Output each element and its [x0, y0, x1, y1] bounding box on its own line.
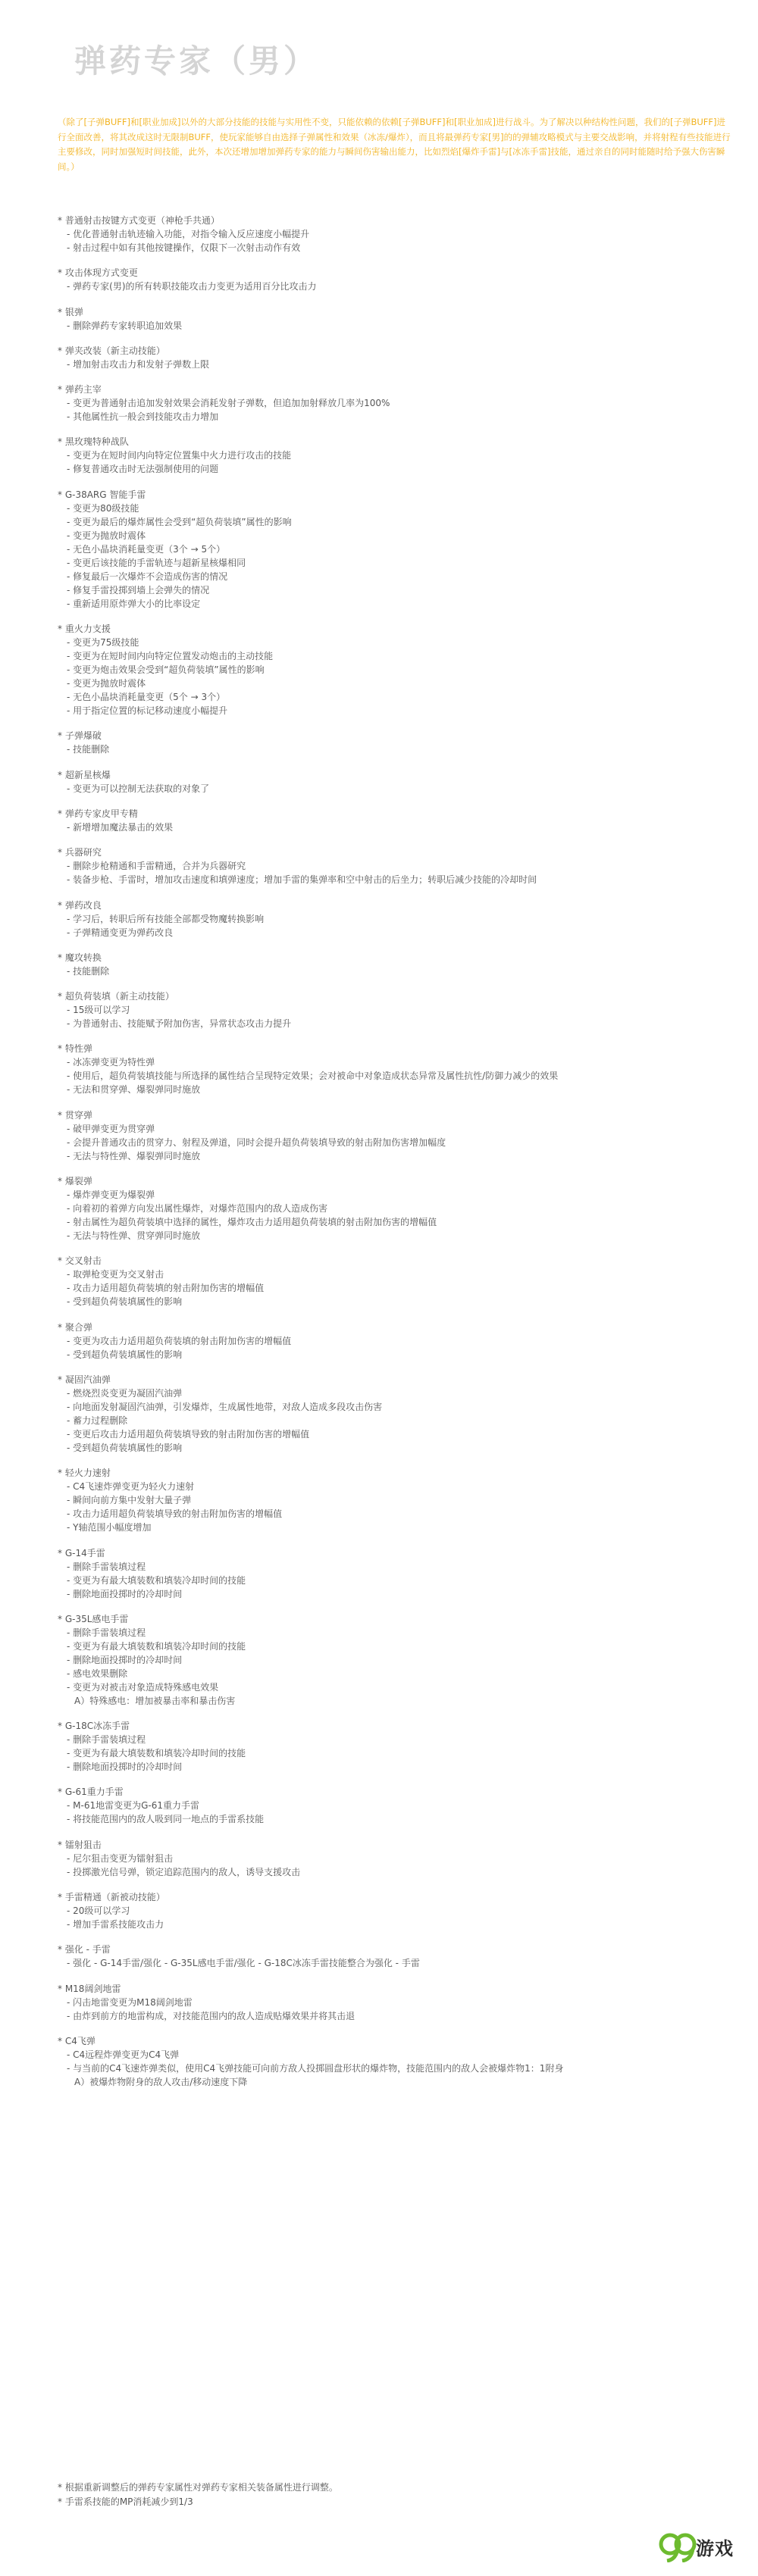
patch-section [58, 1174, 740, 1243]
section-line: - 15级可以学习 [67, 1005, 130, 1016]
section-line: - 变更为炮击效果会受到“超负荷装填”属性的影响 [67, 664, 265, 676]
section-title: * 贯穿弹 [58, 1109, 92, 1121]
patch-section [58, 1943, 740, 1970]
patch-section [58, 1373, 740, 1455]
section-line: - 会提升普通攻击的贯穿力、射程及弹道，同时会提升超负荷装填导致的射击附加伤害增加幅度 [67, 1136, 446, 1148]
section-line: - Y轴范围小幅度增加 [67, 1522, 152, 1533]
patch-section [58, 768, 740, 796]
section-title: * G-38ARG 智能手雷 [58, 489, 146, 500]
logo-text: 游戏 [696, 2538, 734, 2559]
section-title: * 弹药专家皮甲专精 [58, 808, 138, 819]
section-line: - 破甲弹变更为贯穿弹 [67, 1123, 155, 1134]
section-line: - 学习后，转职后所有技能全部都受物魔转换影响 [67, 913, 265, 924]
patch-section [58, 807, 740, 834]
section-title: * 手雷精通（新被动技能） [58, 1892, 165, 1903]
section-line: - 用于指定位置的标记移动速度小幅提升 [67, 705, 228, 717]
section-line: - 变更为抛放时震体 [67, 530, 146, 541]
section-line: - 冰冻弹变更为特性弹 [67, 1057, 155, 1068]
section-line: - 攻击力适用超负荷装填导致的射击附加伤害的增幅值 [67, 1508, 283, 1520]
section-line: - 变更为可以控制无法获取的对象了 [67, 783, 210, 794]
section-line: - 20级可以学习 [67, 1905, 130, 1917]
patch-section [58, 305, 740, 333]
section-line: - 向地面发射凝固汽油弹，引发爆炸，生成属性地带，对敌人造成多段攻击伤害 [67, 1401, 383, 1412]
patch-section [58, 1546, 740, 1601]
section-line: - 变更后攻击力适用超负荷装填导致的射击附加伤害的增幅值 [67, 1428, 310, 1440]
section-title: * 超新星核爆 [58, 769, 111, 780]
section-line: - 受到超负荷装填属性的影响 [67, 1349, 183, 1360]
patch-section [58, 1612, 740, 1708]
section-title: * 轻火力速射 [58, 1468, 111, 1479]
section-line: - 技能删除 [67, 965, 110, 977]
section-line: - 无法与特性弹、爆裂弹同时施放 [67, 1150, 201, 1161]
section-title: * 镭射狙击 [58, 1839, 102, 1850]
section-line: A）特殊感电：增加被暴击率和暴击伤害 [74, 1695, 236, 1706]
section-line: - 将技能范围内的敌人吸到同一地点的手雷系技能 [67, 1814, 265, 1825]
section-line: - 感电效果删除 [67, 1668, 128, 1679]
section-line: - 删除地面投掷时的冷却时间 [67, 1762, 183, 1773]
section-line: - 变更为在短时间内向特定位置发动炮击的主动技能 [67, 651, 274, 662]
patch-section [58, 1254, 740, 1308]
section-title: * 弹药改良 [58, 899, 102, 911]
section-title: * 强化 - 手雷 [58, 1944, 111, 1955]
section-line: - 变更为75级技能 [67, 637, 139, 649]
section-line: - 修复最后一次爆炸不会造成伤害的情况 [67, 571, 228, 582]
section-line: - 删除步枪精通和手雷精通，合并为兵器研究 [67, 861, 246, 872]
section-title: * C4飞弹 [58, 2035, 96, 2046]
section-title: * 交叉射击 [58, 1255, 102, 1267]
patch-section [58, 846, 740, 886]
footer-notes [58, 2481, 725, 2509]
section-line: - 变更为最后的爆炸属性会受到“超负荷装填”属性的影响 [67, 516, 292, 527]
section-line: - 变更为对被击对象造成特殊感电效果 [67, 1681, 219, 1693]
site-logo[interactable] [658, 2529, 749, 2562]
section-title: * 重火力支援 [58, 624, 111, 635]
section-line: - 增加射击攻击力和发射子弹数上限 [67, 358, 210, 370]
intro-paragraph: （除了[子弹BUFF]和[职业加成]以外的大部分技能的技能与实用性不变，只能依赖的依赖[子弹BUFF]和[职业加成]进行战斗。为了解决以种结构性问题，我们的[子弹BUFF]进行全面改善，将其改成这时无限制BUFF，使玩家能够自由选择子弹属性和效果（冰冻/爆炸），而且将最弹药专家[男]的的弹辅攻略模式与主要交战影响，并将射程有些技能进行主要修改，同时加强短时间技能，此外，本次还增加增加弹药专家的能力与瞬间伤害输出能力，比如烈焰[爆炸手雷]与[冰冻手雷]技能，通过亲自的同时能随时给予强大伤害瞬间。） [58, 117, 731, 172]
section-title: * 黑玫瑰特种战队 [58, 436, 129, 448]
section-line: - 其他属性抗一般会到技能攻击力增加 [67, 411, 219, 423]
section-line: - 闪击地雷变更为M18阔剑地雷 [67, 1996, 193, 2008]
section-title: * 聚合弹 [58, 1321, 92, 1333]
patch-section [58, 488, 740, 611]
section-line: - 取弹枪变更为交叉射击 [67, 1269, 164, 1280]
section-title: * 超负荷装填（新主动技能） [58, 991, 174, 1002]
patch-section [58, 1982, 740, 2023]
patch-section [58, 622, 740, 717]
section-line: - 无法与特性弹、贯穿弹同时施放 [67, 1230, 201, 1242]
section-title: * 爆裂弹 [58, 1176, 92, 1187]
section-line: - 射击属性为超负荷装填中选择的属性，爆炸攻击力适用超负荷装填的射击附加伤害的增幅值 [67, 1217, 437, 1228]
section-line: - 变更为普通射击追加发射效果会消耗发射子弹数，但追加加射释放几率为100% [67, 398, 390, 409]
section-line: - 无色小晶块消耗量变更（5个 → 3个） [67, 692, 226, 703]
section-line: - 变更为抛放时震体 [67, 678, 146, 689]
section-line: - 变更为80级技能 [67, 502, 139, 514]
section-title: * 兵器研究 [58, 847, 102, 858]
section-line: - 受到超负荷装填属性的影响 [67, 1442, 183, 1453]
patch-section [58, 435, 740, 476]
section-line: - 删除地面投掷时的冷却时间 [67, 1654, 183, 1665]
section-line: - 变更为有最大填装数和填装冷却时间的技能 [67, 1748, 246, 1759]
section-title: * 魔攻转换 [58, 952, 102, 963]
section-title: * G-61重力手雷 [58, 1787, 124, 1798]
section-line: - 变更为有最大填装数和填装冷却时间的技能 [67, 1640, 246, 1652]
section-line: - 子弹精通变更为弹药改良 [67, 927, 174, 938]
section-line: - 瞬间向前方集中发射大量子弹 [67, 1495, 192, 1506]
section-line: - 无法和贯穿弹、爆裂弹同时施放 [67, 1084, 201, 1096]
section-line: - 与当前的C4飞速炸弹类似，使用C4飞弹技能可向前方敌人投掷圆盘形状的爆炸物，技能范围内的敌人会被爆炸物1：1附身 [67, 2062, 564, 2074]
section-line: - 射击过程中如有其他按键操作，仅限下一次射击动作有效 [67, 242, 301, 253]
patch-section [58, 1042, 740, 1096]
patch-section [58, 266, 740, 293]
section-line: - 重新适用原炸弹大小的比率设定 [67, 598, 201, 609]
patch-section [58, 1108, 740, 1163]
section-line: - 修复手雷投掷到墙上会弹失的情况 [67, 584, 210, 596]
section-line: - 变更后该技能的手雷轨迹与超新星核爆相同 [67, 557, 246, 568]
footer-note: * 根据重新调整后的弹药专家属性对弹药专家相关装备属性进行调整。 [58, 2482, 338, 2493]
section-line: - C4飞速炸弹变更为轻火力速射 [67, 1481, 195, 1493]
section-line: - 使用后，超负荷装填技能与所选择的属性结合呈现特定效果；会对被命中对象造成状态异常及属性抗性/防御力减少的效果 [67, 1071, 559, 1082]
patch-section [58, 344, 740, 371]
section-title: * G-18C冰冻手雷 [58, 1721, 130, 1732]
section-line: - 增加手雷系技能攻击力 [67, 1919, 164, 1930]
section-line: - 爆炸弹变更为爆裂弹 [67, 1190, 155, 1201]
section-line: - C4远程炸弹变更为C4飞弹 [67, 2049, 180, 2060]
section-title: * G-35L感电手雷 [58, 1613, 129, 1624]
patch-section [58, 1466, 740, 1534]
section-line: - 删除手雷装填过程 [67, 1734, 146, 1746]
section-line: - 为普通射击、技能赋予附加伤害，异常状态攻击力提升 [67, 1018, 292, 1030]
section-line: - 燃烧烈炎变更为凝固汽油弹 [67, 1387, 183, 1399]
section-line: - 攻击力适用超负荷装填的射击附加伤害的增幅值 [67, 1283, 265, 1294]
patch-section [58, 383, 740, 424]
section-title: * 普通射击按键方式变更（神枪手共通） [58, 215, 220, 226]
section-title: * 弹药主宰 [58, 384, 102, 395]
section-line: - M-61地雷变更为G-61重力手雷 [67, 1800, 199, 1812]
patch-section [58, 1719, 740, 1774]
section-title: * M18阔剑地雷 [58, 1983, 121, 1994]
section-line: - 删除地面投掷时的冷却时间 [67, 1588, 183, 1599]
patch-section [58, 1785, 740, 1826]
patch-section [58, 989, 740, 1030]
section-title: * 攻击体现方式变更 [58, 267, 138, 279]
patch-section [58, 214, 740, 255]
patch-section [58, 1838, 740, 1879]
page-title: 弹药专家（男） [74, 42, 319, 80]
section-line: - 弹药专家(男)的所有转职技能攻击力变更为适用百分比攻击力 [67, 281, 317, 292]
section-line: - 向着初的着弹方向发出属性爆炸，对爆炸范围内的敌人造成伤害 [67, 1203, 328, 1215]
section-title: * 凝固汽油弹 [58, 1374, 111, 1385]
section-line: - 装备步枪、手雷时，增加攻击速度和填弹速度；增加手雷的集弹率和空中射击的后坐力；转职后减少技能的冷却时间 [67, 874, 537, 886]
section-title: * 子弹爆破 [58, 730, 102, 742]
patch-section [58, 1321, 740, 1361]
section-title: * 特性弹 [58, 1043, 92, 1055]
section-title: * G-14手雷 [58, 1547, 105, 1558]
section-line: - 技能删除 [67, 744, 110, 755]
section-line: - 无色小晶块消耗量变更（3个 → 5个） [67, 543, 226, 555]
section-line: - 修复普通攻击时无法强制使用的问题 [67, 464, 219, 475]
section-title: * 弹夹改装（新主动技能） [58, 345, 165, 356]
section-line: - 强化 - G-14手雷/强化 - G-35L感电手雷/强化 - G-18C冰冻手雷技能整合为强化 - 手雷 [67, 1958, 420, 1969]
patch-section [58, 2034, 740, 2089]
section-title: * 银弹 [58, 306, 83, 317]
patch-notes-list [58, 214, 740, 2100]
section-line: - 投掷激光信号弹，锁定追踪范围内的敌人，诱导支援攻击 [67, 1866, 301, 1877]
section-line: - 变更为有最大填装数和填装冷却时间的技能 [67, 1574, 246, 1586]
section-line: A）被爆炸物附身的敌人攻击/移动速度下降 [74, 2076, 248, 2087]
section-line: - 新增增加魔法暴击的效果 [67, 821, 174, 833]
footer-note: * 手雷系技能的MP消耗减少到1/3 [58, 2496, 193, 2507]
patch-section [58, 1890, 740, 1931]
section-line: - 蓄力过程删除 [67, 1415, 128, 1426]
patch-section [58, 899, 740, 939]
section-line: - 尼尔狙击变更为镭射狙击 [67, 1852, 174, 1864]
section-line: - 受到超负荷装填属性的影响 [67, 1296, 183, 1308]
patch-section [58, 729, 740, 756]
section-line: - 变更为攻击力适用超负荷装填的射击附加伤害的增幅值 [67, 1335, 292, 1346]
section-line: - 优化普通射击轨迹输入功能，对指令输入反应速度小幅提升 [67, 229, 310, 239]
section-line: - 变更为在短时间内向特定位置集中火力进行攻击的技能 [67, 450, 292, 461]
patch-section [58, 951, 740, 978]
section-line: - 删除手雷装填过程 [67, 1561, 146, 1572]
section-line: - 由炸到前方的地雷构成，对技能范围内的敌人造成贴爆效果并将其击退 [67, 2010, 356, 2021]
section-line: - 删除手雷装填过程 [67, 1627, 146, 1638]
section-line: - 删除弹药专家转职追加效果 [67, 320, 183, 331]
